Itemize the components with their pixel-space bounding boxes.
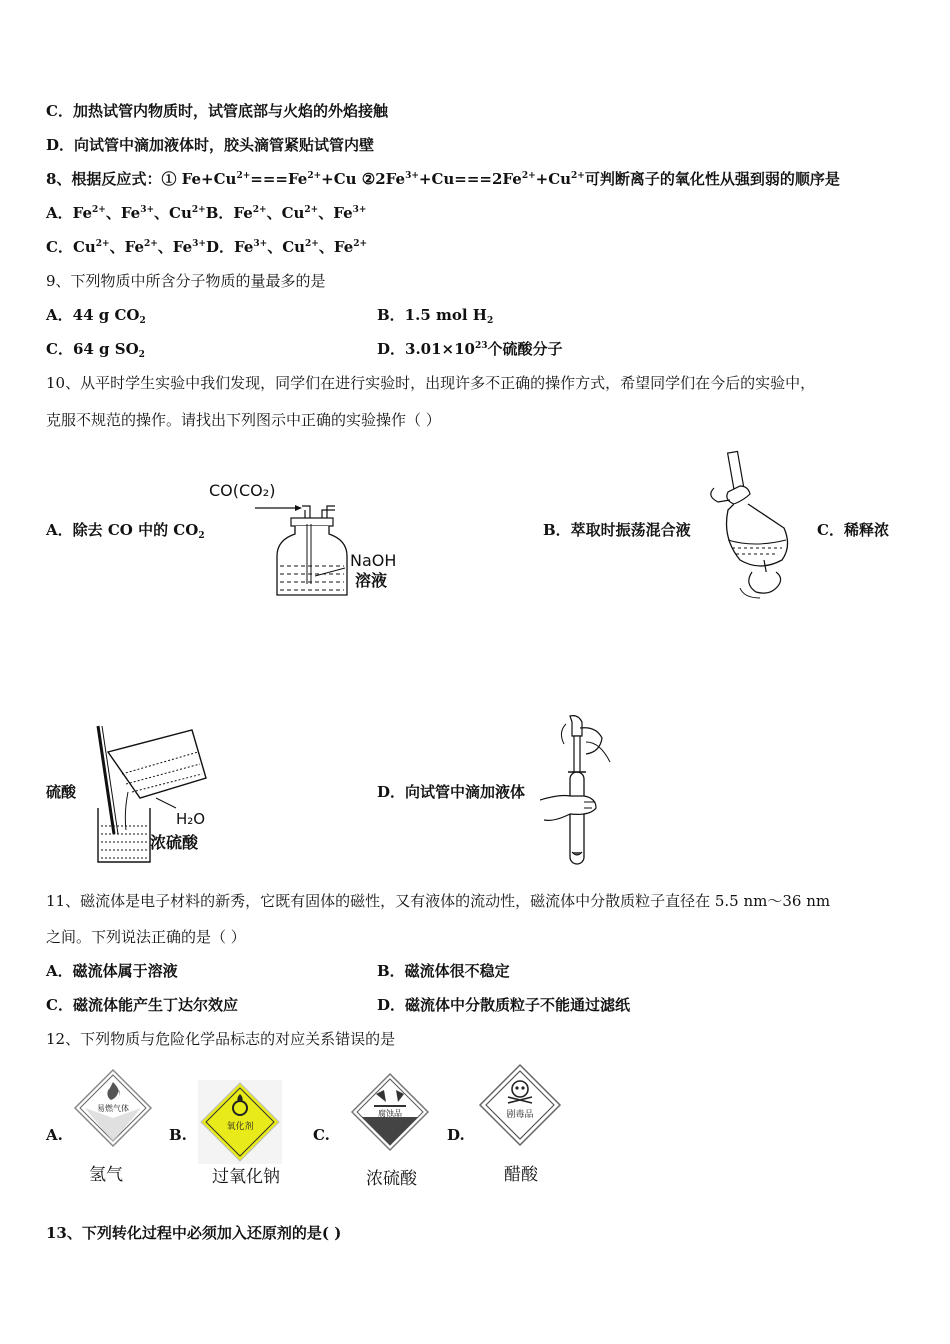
oxidizer-sign [198, 1080, 282, 1164]
q9-stem: 9、下列物质中所含分子物质的量最多的是 [46, 272, 326, 290]
flammable-gas-sign [73, 1068, 153, 1148]
q11-option-a: A．磁流体属于溶液 [46, 962, 178, 980]
q11-option-c: C．磁流体能产生丁达尔效应 [46, 996, 238, 1014]
q10-option-d: D．向试管中滴加液体 [377, 783, 526, 801]
q8-options-cd: C．$Cu^{2+}$、$Fe^{2+}$、$Fe^{3+}D$．$Fe^{3+}$、$Cu^{2+}$、$Fe^{2+}$ [46, 238, 368, 256]
q10-option-c-part1: C．稀释浓 [817, 521, 889, 539]
q11-stem-line2: 之间。下列说法正确的是（ ） [46, 928, 246, 946]
q10-option-b: B．萃取时振荡混合液 [543, 521, 691, 539]
separatory-funnel-figure [704, 448, 800, 600]
q12-stem: 12、下列物质与危险化学品标志的对应关系错误的是 [46, 1030, 396, 1048]
q12-option-b: B. [169, 1126, 187, 1144]
sign-b-caption: 过氧化钠 [212, 1167, 280, 1187]
sign-c-caption: 浓硫酸 [366, 1169, 417, 1189]
q10-option-c-part2: 硫酸 [46, 783, 77, 801]
dropper-test-tube-figure [540, 712, 630, 870]
q11-stem-line1: 11、磁流体是电子材料的新秀，它既有固体的磁性，又有液体的流动性，磁流体中分散质粒子直径在 5.5 nm～36 nm [46, 892, 831, 910]
q10-stem-line2: 克服不规范的操作。请找出下列图示中正确的实验操作（ ） [46, 411, 441, 429]
fig-a-solution-label: 溶液 [355, 571, 388, 590]
q7-option-c: C．加热试管内物质时，试管底部与火焰的外焰接触 [46, 102, 388, 120]
sign-d-text: 剧毒品 [506, 1110, 534, 1120]
q10-option-a: A．除去 CO 中的 $CO_2$ [46, 521, 205, 541]
dilute-acid-figure [92, 722, 232, 867]
sign-c-text: 腐蚀品 [378, 1109, 402, 1118]
toxic-sign [478, 1063, 562, 1147]
q9-option-b: B．1.5 mol $H_2$ [377, 306, 494, 326]
q9-option-d: D．$3.01\times 10^{23}$个硫酸分子 [377, 340, 563, 358]
q9-option-a: A．44 g $CO_2$ [46, 306, 146, 326]
q12-option-d: D. [447, 1126, 465, 1144]
sign-d-caption: 醋酸 [504, 1165, 538, 1185]
q7-option-d: D．向试管中滴加液体时，胶头滴管紧贴试管内壁 [46, 136, 375, 154]
q12-option-a: A. [46, 1126, 63, 1144]
sign-b-text: 氧化剂 [226, 1122, 254, 1132]
sign-a-text: 易燃气体 [97, 1104, 129, 1113]
skull-crossbones-icon [512, 1081, 528, 1097]
q10-stem-line1: 10、从平时学生实验中我们发现，同学们在进行实验时，出现许多不正确的操作方式，希望同学们在今后的实验中， [46, 374, 816, 392]
q12-option-c: C. [313, 1126, 330, 1144]
corrosive-sign [350, 1072, 430, 1152]
q11-option-b: B．磁流体很不稳定 [377, 962, 510, 980]
fig-c-acid-label: 浓硫酸 [150, 833, 199, 852]
q11-option-d: D．磁流体中分散质粒子不能通过滤纸 [377, 996, 631, 1014]
fig-c-water-label: H₂O [176, 810, 206, 828]
fig-a-naoh-label: NaOH [350, 551, 397, 570]
q8-stem: 8、根据反应式：① $Fe+Cu^{2+}===Fe^{2+}+Cu$ $②2Fe^{3+}+Cu===2Fe^{2+}+Cu^{2+}$可判断离子的氧化性从强到弱的顺序是 [46, 170, 840, 188]
gas-washing-bottle-figure [205, 478, 420, 603]
q9-option-c: C．64 g $SO_2$ [46, 340, 145, 360]
sign-a-caption: 氢气 [89, 1165, 123, 1185]
q8-options-ab: A．$Fe^{2+}$、$Fe^{3+}$、$Cu^{2+}B$．$Fe^{2+}$、$Cu^{2+}$、$Fe^{3+}$ [46, 204, 367, 222]
q13-stem: 13、下列转化过程中必须加入还原剂的是( ) [46, 1224, 342, 1242]
fig-a-gas-label: CO(CO₂) [209, 481, 276, 500]
